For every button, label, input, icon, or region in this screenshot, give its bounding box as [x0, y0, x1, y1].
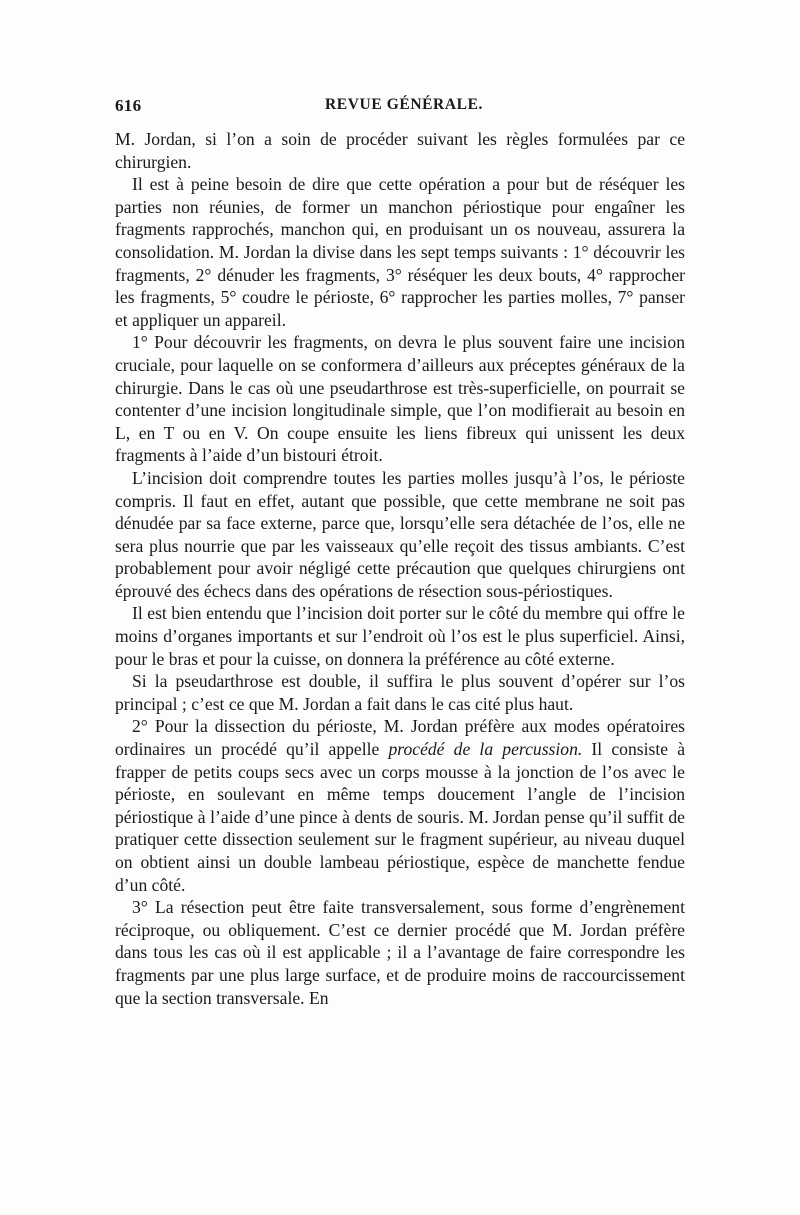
paragraph-text: Il consiste à frapper de petits coups secs avec un corps mousse à la jonction de l’os avec le périoste, en soulevant en même temps doucement l’angle de l’incision périostique à l’aide d’une pince à dents de souris. M. Jordan pense qu’il suffit de pratiquer cette dissection seulement sur le fragment supérieur, au niveau duquel on obtient ainsi un double lambeau périostique, espèce de manchette fendue d’un côté. [115, 739, 685, 895]
procedure-name: procédé de la percussion. [388, 739, 583, 760]
paragraph: 3° La résection peut être faite transversalement, sous forme d’engrènement réciproque, ou obliquement. C’est ce dernier procédé que M. Jordan préfère dans tous les cas où il est applicable ; il a l’avantage de faire correspondre les fragments par une plus large surface, et de produire moins de raccourcissement que la section transversale. En [115, 897, 685, 1008]
paragraph: Il est à peine besoin de dire que cette opération a pour but de réséquer les parties non réunies, de former un manchon périostique pour engaîner les fragments rapprochés, manchon qui, en produisant un os nouveau, assurera la consolidation. M. Jordan la divise dans les sept temps suivants : 1° découvrir les fragments, 2° dénuder les fragments, 3° réséquer les deux bouts, 4° rapprocher les fragments, 5° coudre le périoste, 6° rapprocher les parties molles, 7° panser et appliquer un appareil. [115, 174, 685, 330]
paragraph: Si la pseudarthrose est double, il suffira le plus souvent d’opérer sur l’os principal ; c’est ce que M. Jordan a fait dans le cas cité plus haut. [115, 671, 685, 714]
paragraph: 1° Pour découvrir les fragments, on devra le plus souvent faire une incision cruciale, pour laquelle on se conformera d’ailleurs aux préceptes généraux de la chirurgie. Dans le cas où une pseudarthrose est très-superficielle, on pourrait se contenter d’une incision longitudinale simple, que l’on modifierait au besoin en L, en T ou en V. On coupe ensuite les liens fibreux qui unissent les deux fragments à l’aide d’un bistouri étroit. [115, 332, 685, 466]
page-number: 616 [115, 96, 142, 115]
paragraph [115, 715, 685, 896]
paragraph-text: 2° Pour la dissection du périoste, M. Jordan préfère aux modes opératoires ordinaires un procédé qu’il appelle [115, 716, 685, 760]
page-header [115, 96, 685, 120]
running-title: REVUE GÉNÉRALE. [325, 96, 483, 113]
body-text [115, 128, 685, 1009]
paragraph: M. Jordan, si l’on a soin de procéder suivant les règles formulées par ce chirurgien. [115, 129, 685, 172]
paragraph: Il est bien entendu que l’incision doit porter sur le côté du membre qui offre le moins d’organes importants et sur l’endroit où l’os est le plus superficiel. Ainsi, pour le bras et pour la cuisse, on donnera la préférence au côté externe. [115, 603, 685, 669]
paragraph: L’incision doit comprendre toutes les parties molles jusqu’à l’os, le périoste compris. Il faut en effet, autant que possible, que cette membrane ne soit pas dénudée par sa face externe, parce que, lorsqu’elle sera détachée de l’os, elle ne sera plus nourrie que par les vaisseaux qu’elle reçoit des tissus ambiants. C’est probablement pour avoir négligé cette précaution que quelques chirurgiens ont éprouvé des échecs dans des opérations de résection sous-périostiques. [115, 467, 685, 601]
